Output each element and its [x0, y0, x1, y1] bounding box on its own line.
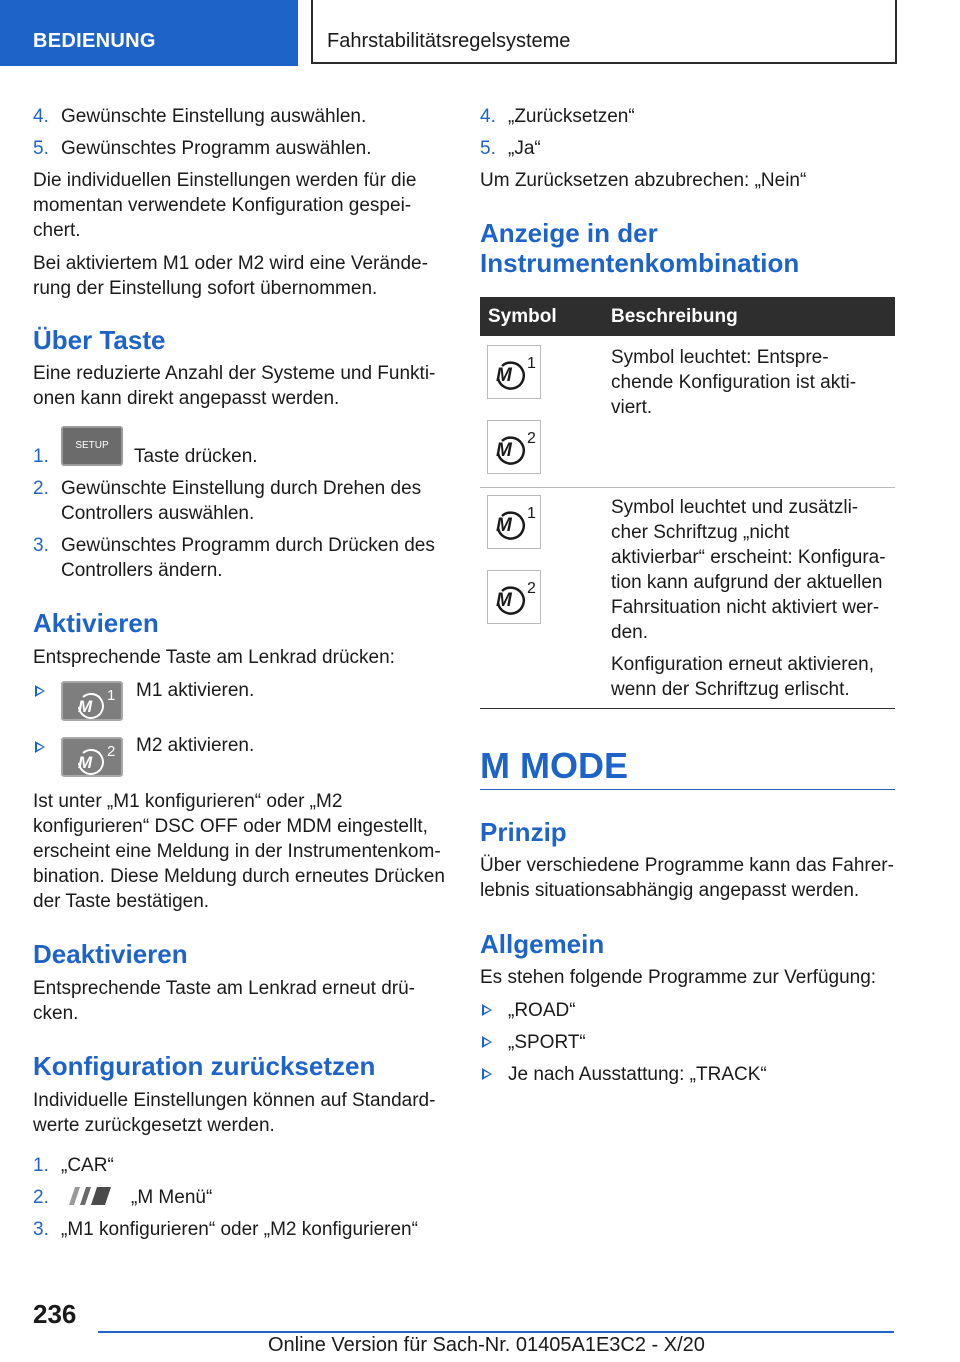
- table-cell-text: Symbol leuchtet: Entspre-: [611, 347, 829, 368]
- setup-button-icon: [61, 426, 123, 466]
- bullet-triangle-icon: [482, 1068, 492, 1080]
- step-number: 2.: [33, 1187, 49, 1208]
- step-number: 3.: [33, 1219, 49, 1240]
- heading-underline: [480, 789, 895, 790]
- table-cell-text: viert.: [611, 397, 653, 418]
- step-text: „Ja“: [508, 138, 541, 159]
- m2-symbol-icon: [487, 570, 541, 624]
- heading-m-mode: M MODE: [480, 745, 628, 786]
- paragraph-line: konfigurieren“ DSC OFF oder MDM eingestellt,: [33, 816, 428, 837]
- svg-text:1: 1: [107, 687, 116, 704]
- chapter-box: [311, 0, 897, 64]
- m2-button-icon: [61, 737, 123, 777]
- step-text: Controllers ändern.: [61, 560, 223, 581]
- step-text: Gewünschtes Programm durch Drücken des: [61, 535, 435, 556]
- svg-text:M: M: [496, 365, 512, 386]
- table-cell-text: cher Schriftzug „nicht: [611, 522, 790, 543]
- step-number: 5.: [480, 138, 496, 159]
- paragraph-line: bination. Diese Meldung durch erneutes Drücken: [33, 866, 445, 887]
- list-text: M1 aktivieren.: [136, 680, 255, 701]
- svg-text:M: M: [496, 440, 512, 461]
- paragraph-line: cken.: [33, 1003, 79, 1024]
- list-text: M2 aktivieren.: [136, 735, 255, 756]
- svg-text:2: 2: [107, 743, 116, 760]
- footer-text: Online Version für Sach-Nr. 01405A1E3C2 - X/20: [268, 1334, 705, 1356]
- table-cell-text: den.: [611, 622, 648, 643]
- section-title: BEDIENUNG: [33, 30, 156, 52]
- step-number: 4.: [480, 106, 496, 127]
- paragraph-line: der Taste bestätigen.: [33, 891, 210, 912]
- m-menu-icon: [61, 1185, 119, 1207]
- step-number: 2.: [33, 478, 49, 499]
- paragraph-line: Entsprechende Taste am Lenkrad erneut drü-: [33, 978, 415, 999]
- table-header-description: Beschreibung: [611, 306, 738, 327]
- page-number: 236: [33, 1299, 77, 1329]
- paragraph-line: chert.: [33, 220, 81, 241]
- svg-text:2: 2: [527, 580, 536, 597]
- bullet-triangle-icon: [482, 1036, 492, 1048]
- step-number: 3.: [33, 535, 49, 556]
- paragraph-line: onen kann direkt angepasst werden.: [33, 388, 340, 409]
- bullet-triangle-icon: [35, 685, 45, 697]
- paragraph-line: erscheint eine Meldung in der Instrumentenkom-: [33, 841, 441, 862]
- m1-symbol-icon: [487, 495, 541, 549]
- paragraph-line: rung der Einstellung sofort übernommen.: [33, 278, 378, 299]
- step-text: Gewünschte Einstellung auswählen.: [61, 106, 367, 127]
- heading-ueber-taste: Über Taste: [33, 325, 166, 355]
- bullet-triangle-icon: [482, 1004, 492, 1016]
- heading-anzeige: Instrumentenkombination: [480, 248, 800, 278]
- paragraph-line: Um Zurücksetzen abzubrechen: „Nein“: [480, 170, 807, 191]
- footer-line: [98, 1331, 894, 1333]
- step-text: „M Menü“: [131, 1187, 213, 1208]
- svg-text:2: 2: [527, 430, 536, 447]
- heading-prinzip: Prinzip: [480, 817, 567, 847]
- paragraph-line: werte zurückgesetzt werden.: [33, 1115, 275, 1136]
- m1-button-glyph: [63, 683, 121, 719]
- table-bottom-border: [480, 708, 895, 709]
- step-text: Gewünschte Einstellung durch Drehen des: [61, 478, 422, 499]
- table-cell-text: Konfiguration erneut aktivieren,: [611, 654, 874, 675]
- table-cell-text: Fahrsituation nicht aktiviert wer-: [611, 597, 880, 618]
- paragraph-line: lebnis situationsabhängig angepasst werden.: [480, 880, 860, 901]
- heading-deaktivieren: Deaktivieren: [33, 939, 188, 969]
- heading-allgemein: Allgemein: [480, 929, 605, 959]
- m1-symbol-icon: [487, 345, 541, 399]
- table-cell-text: chende Konfiguration ist akti-: [611, 372, 857, 393]
- section-tab: [0, 0, 298, 66]
- step-text: „CAR“: [61, 1155, 114, 1176]
- list-text: Je nach Ausstattung: „TRACK“: [508, 1064, 767, 1085]
- step-text: Controllers auswählen.: [61, 503, 255, 524]
- step-number: 5.: [33, 138, 49, 159]
- table-cell-text: wenn der Schriftzug erlischt.: [611, 679, 850, 700]
- heading-anzeige: Anzeige in der: [480, 218, 658, 248]
- step-number: 1.: [33, 1155, 49, 1176]
- step-text: „Zurücksetzen“: [508, 106, 635, 127]
- paragraph-line: Ist unter „M1 konfigurieren“ oder „M2: [33, 791, 343, 812]
- paragraph-line: momentan verwendete Konfiguration gespei-: [33, 195, 412, 216]
- m1-button-icon: [61, 681, 123, 721]
- bullet-triangle-icon: [35, 741, 45, 753]
- step-text: Gewünschtes Programm auswählen.: [61, 138, 372, 159]
- paragraph-line: Über verschiedene Programme kann das Fahrer-: [480, 855, 894, 876]
- table-row-divider: [480, 487, 895, 488]
- list-text: „SPORT“: [508, 1032, 586, 1053]
- table-cell-text: aktivierbar“ erscheint: Konfigura-: [611, 547, 886, 568]
- m2-button-glyph: [63, 739, 121, 775]
- setup-label: SETUP: [75, 440, 109, 451]
- paragraph-line: Eine reduzierte Anzahl der Systeme und Funkti-: [33, 363, 436, 384]
- table-cell-text: Symbol leuchtet und zusätzli-: [611, 497, 859, 518]
- step-number: 4.: [33, 106, 49, 127]
- step-number: 1.: [33, 446, 49, 467]
- table-header: [480, 297, 895, 336]
- paragraph-line: Entsprechende Taste am Lenkrad drücken:: [33, 647, 395, 668]
- list-text: „ROAD“: [508, 1000, 576, 1021]
- svg-text:M: M: [496, 515, 512, 536]
- paragraph-line: Individuelle Einstellungen können auf Standard-: [33, 1090, 436, 1111]
- step-text: Taste drücken.: [134, 446, 258, 467]
- svg-text:M: M: [496, 590, 512, 611]
- heading-aktivieren: Aktivieren: [33, 608, 159, 638]
- paragraph-line: Die individuellen Einstellungen werden für die: [33, 170, 417, 191]
- step-text: „M1 konfigurieren“ oder „M2 konfigurieren“: [61, 1219, 418, 1240]
- heading-konfiguration: Konfiguration zurücksetzen: [33, 1051, 376, 1081]
- svg-text:M: M: [78, 753, 93, 772]
- paragraph-line: Es stehen folgende Programme zur Verfügung:: [480, 967, 877, 988]
- chapter-title: Fahrstabilitätsregelsysteme: [327, 30, 571, 52]
- svg-text:1: 1: [527, 355, 536, 372]
- m2-symbol-icon: [487, 420, 541, 474]
- svg-text:1: 1: [527, 505, 536, 522]
- svg-text:M: M: [78, 697, 93, 716]
- paragraph-line: Bei aktiviertem M1 oder M2 wird eine Verände-: [33, 253, 428, 274]
- table-header-symbol: Symbol: [488, 306, 557, 327]
- table-cell-text: tion kann aufgrund der aktuellen: [611, 572, 883, 593]
